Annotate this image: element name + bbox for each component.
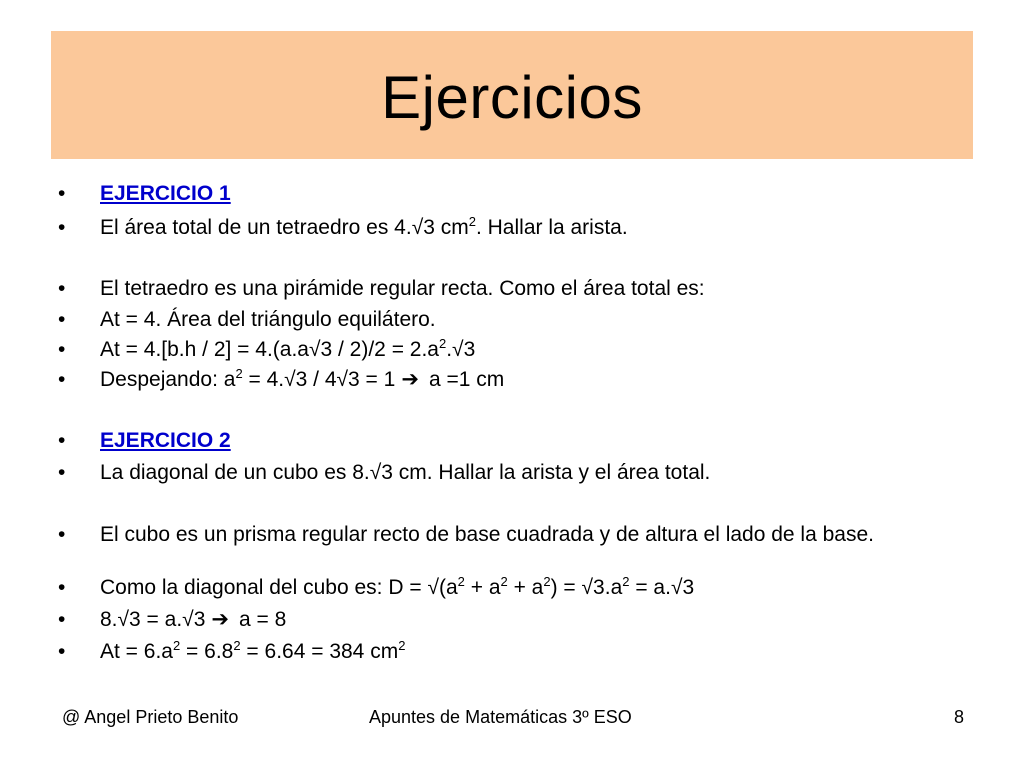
- list-item-ej1-line3: [58, 338, 968, 362]
- bullet-icon: •: [58, 640, 66, 663]
- ej2-line2: Como la diagonal del cubo es: $D = √(a^2 + a^2 + a^2) = √3.a^2 = a.√3$: [100, 574, 695, 599]
- slide-title: Ejercicios: [381, 64, 643, 131]
- bullet-icon: •: [58, 368, 66, 391]
- ej1-line3: $At = 4.[b.h / 2] = 4.(a.a√3 / 2)/2 = 2.a^2.√3$: [100, 336, 476, 361]
- list-item-ej1-line1: [58, 277, 968, 301]
- bullet-icon: •: [58, 308, 66, 331]
- list-item-ej1-line4: [58, 368, 968, 392]
- ej2-line1: El cubo es un prisma regular recto de base cuadrada y de altura el lado de la base.: [100, 523, 874, 546]
- arrow-right-icon: ➔: [401, 368, 419, 391]
- list-item-ej1-line2: [58, 308, 968, 332]
- bullet-icon: •: [58, 277, 66, 300]
- ej1-line1: El tetraedro es una pirámide regular recta. Como el área total es:: [100, 277, 705, 300]
- list-item-ej2-line1: [58, 523, 968, 547]
- list-item-ej1-heading[interactable]: [58, 182, 968, 206]
- list-item-ej2-line3: [58, 608, 968, 632]
- list-item-ej2-line2: [58, 576, 968, 600]
- list-item-ej2-statement: [58, 461, 968, 485]
- list-item-ej2-heading[interactable]: [58, 429, 968, 453]
- bullet-icon: •: [58, 461, 66, 484]
- ej1-line2: At = 4. Área del triángulo equilátero.: [100, 308, 436, 331]
- footer-page-number: 8: [954, 707, 965, 727]
- footer-course: Apuntes de Matemáticas 3º ESO: [369, 707, 632, 727]
- bullet-icon: •: [58, 338, 66, 361]
- bullet-icon: •: [58, 608, 66, 631]
- ej2-statement: La diagonal de un cubo es 8.√3 cm. Hallar la arista y el área total.: [100, 461, 711, 484]
- ej2-line4: $At = 6.a^2 = 6.8^2 = 6.64 = 384$ $cm^2$: [100, 638, 406, 663]
- bullet-icon: •: [58, 216, 66, 239]
- bullet-icon: •: [58, 429, 66, 452]
- bullet-icon: •: [58, 523, 66, 546]
- bullet-icon: •: [58, 182, 66, 205]
- ej1-statement: El área total de un tetraedro es 4.√3 $cm^2$. Hallar la arista.: [100, 214, 628, 239]
- list-item-ej1-statement: [58, 216, 968, 240]
- ej2-line3: 8.√3 = a.√3 ➔ a = 8: [100, 608, 287, 631]
- ej1-line4: Despejando: $a^2 = 4.√3 / 4√3 = 1$ ➔ a =1 cm: [100, 366, 505, 391]
- footer-author: @ Angel Prieto Benito: [62, 707, 239, 727]
- arrow-right-icon: ➔: [211, 608, 229, 631]
- ejercicio-1-link[interactable]: EJERCICIO 1: [100, 182, 231, 205]
- list-item-ej2-line4: [58, 640, 968, 664]
- bullet-icon: •: [58, 576, 66, 599]
- ejercicio-2-link[interactable]: EJERCICIO 2: [100, 429, 231, 452]
